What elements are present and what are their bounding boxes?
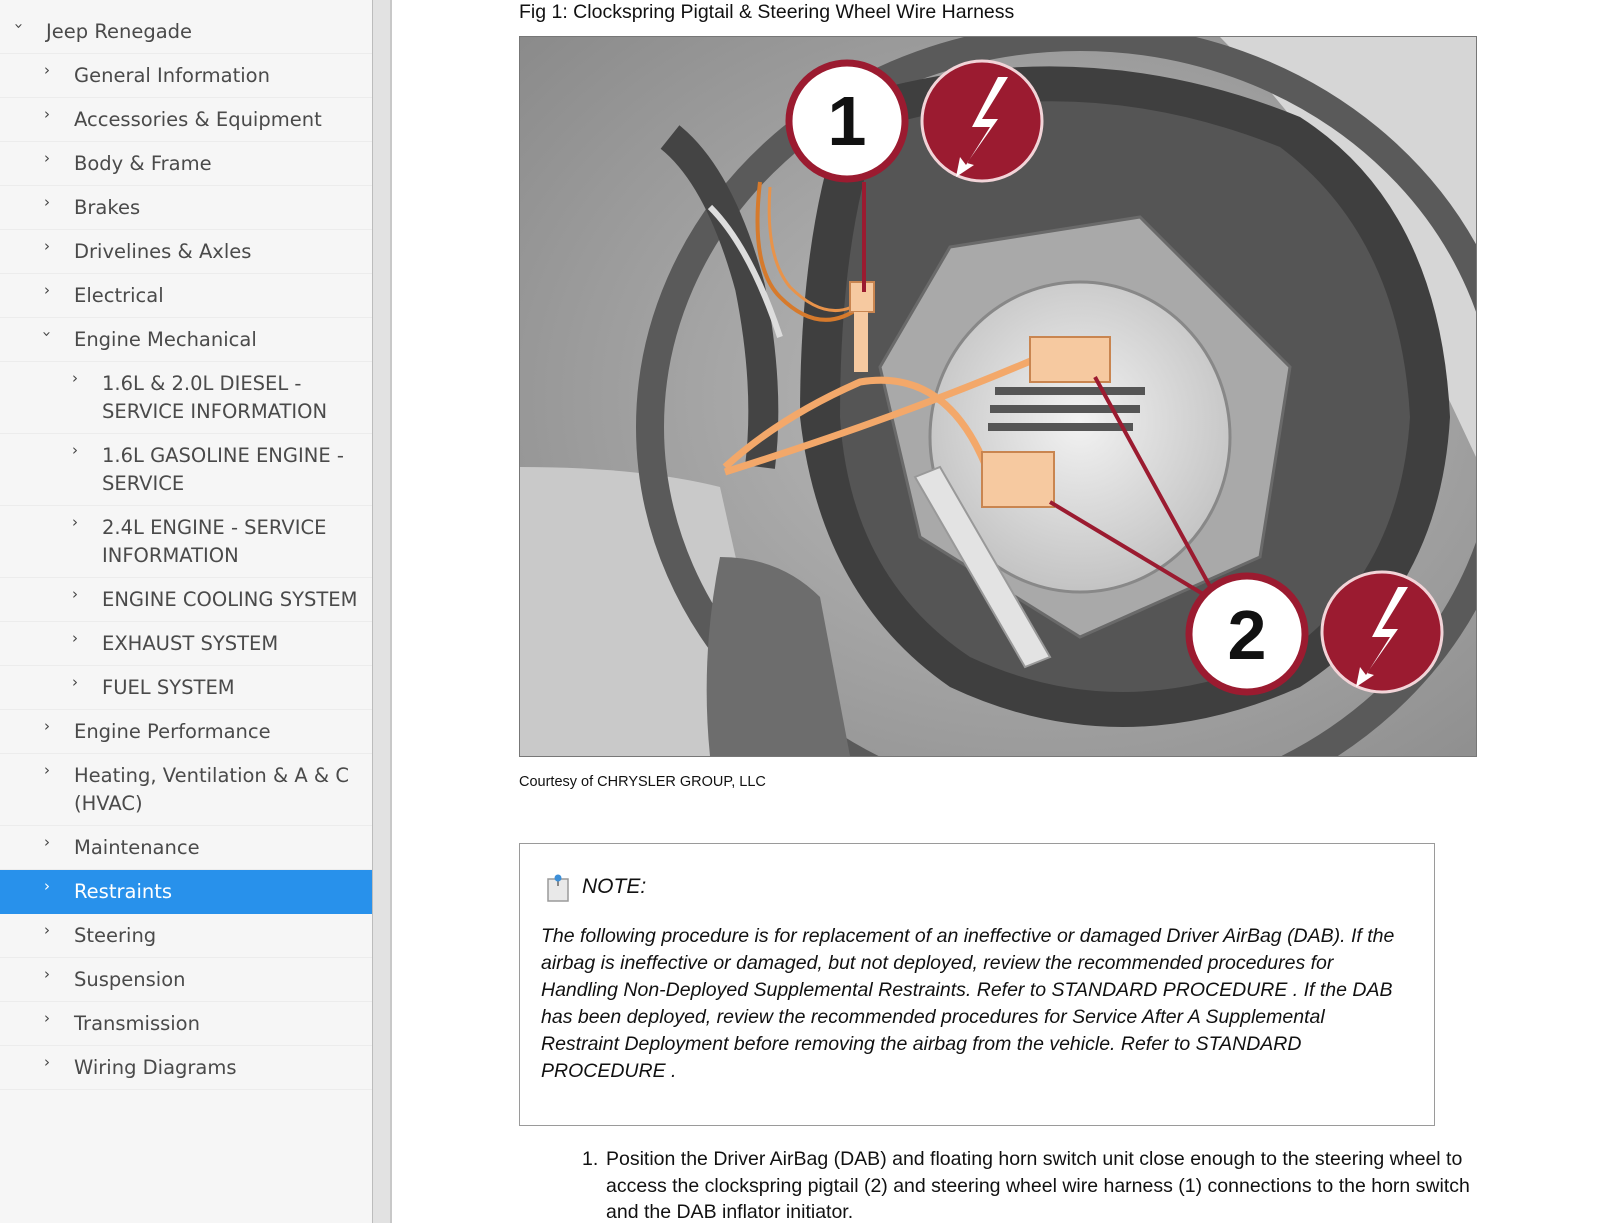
note-title: NOTE: (582, 875, 647, 898)
tree-item-transmission[interactable] (0, 1002, 372, 1046)
tree-item-general-information[interactable] (0, 54, 372, 98)
callout-2-label: 2 (1227, 596, 1267, 674)
tree-item-label: Wiring Diagrams (74, 1056, 237, 1079)
tree-item-label: Transmission (74, 1012, 200, 1035)
note-pin-icon (546, 874, 570, 900)
navigation-tree (0, 0, 372, 1223)
tree-item-suspension[interactable] (0, 958, 372, 1002)
tree-item-fuel-system[interactable] (0, 666, 372, 710)
chevron-right-icon[interactable]: › (44, 1053, 50, 1071)
tree-item-label: Brakes (74, 196, 141, 219)
tree-item-label: EXHAUST SYSTEM (102, 632, 279, 655)
callout-2 (1189, 576, 1305, 692)
tree-item-label: Engine Performance (74, 720, 271, 743)
procedure-steps (582, 1146, 1472, 1226)
tree-item-label: Engine Mechanical (74, 328, 257, 351)
note-header (546, 874, 646, 900)
tree-item-2-4l-engine-service[interactable] (0, 506, 372, 578)
tree-item-engine-performance[interactable] (0, 710, 372, 754)
figure-title: Fig 1: Clockspring Pigtail & Steering Wheel Wire Harness (519, 1, 1015, 23)
sidebar-splitter[interactable] (372, 0, 392, 1223)
tree-item-maintenance[interactable] (0, 826, 372, 870)
tree-item-label: Restraints (74, 880, 173, 903)
tree-item-diesel-service-information[interactable] (0, 362, 372, 434)
tree-item-label: Steering (74, 924, 157, 947)
lightning-bolt-icon (1322, 572, 1442, 692)
tree-item-brakes[interactable] (0, 186, 372, 230)
chevron-right-icon[interactable]: › (44, 149, 50, 167)
tree-item-hvac[interactable] (0, 754, 372, 826)
figure-credit: Courtesy of CHRYSLER GROUP, LLC (519, 774, 766, 790)
chevron-right-icon[interactable]: › (72, 369, 78, 387)
tree-item-label: 1.6L GASOLINE ENGINE - SERVICE (102, 444, 344, 495)
tree-item-exhaust-system[interactable] (0, 622, 372, 666)
tree-item-label: Drivelines & Axles (74, 240, 252, 263)
chevron-right-icon[interactable]: › (44, 61, 50, 79)
tree-item-restraints[interactable] (0, 870, 372, 914)
tree-item-label: 1.6L & 2.0L DIESEL - SERVICE INFORMATION (102, 372, 328, 423)
chevron-down-icon[interactable]: › (10, 23, 28, 29)
tree-item-jeep-renegade[interactable] (0, 0, 372, 54)
tree-item-engine-mechanical[interactable] (0, 318, 372, 362)
chevron-right-icon[interactable]: › (72, 585, 78, 603)
chevron-right-icon[interactable]: › (44, 761, 50, 779)
step-number: 1. (582, 1148, 599, 1170)
tree-item-label: Suspension (74, 968, 186, 991)
chevron-right-icon[interactable]: › (72, 441, 78, 459)
chevron-right-icon[interactable]: › (44, 965, 50, 983)
tree-item-label: General Information (74, 64, 270, 87)
chevron-right-icon[interactable]: › (44, 193, 50, 211)
tree-item-label: Jeep Renegade (46, 20, 193, 43)
tree-item-label: ENGINE COOLING SYSTEM (102, 588, 358, 611)
chevron-right-icon[interactable]: › (44, 1009, 50, 1027)
callout-1 (789, 63, 905, 179)
tree-item-label: Electrical (74, 284, 164, 307)
chevron-right-icon[interactable]: › (72, 673, 78, 691)
tree-item-accessories-equipment[interactable] (0, 98, 372, 142)
tree-item-wiring-diagrams[interactable] (0, 1046, 372, 1090)
tree-item-drivelines-axles[interactable] (0, 230, 372, 274)
tree-item-label: Heating, Ventilation & A & C (HVAC) (74, 764, 349, 815)
step-text: Position the Driver AirBag (DAB) and floating horn switch unit close enough to the steering wheel to access the clockspring pigtail (2) and steering wheel wire harness (1) connections to the horn switch and the DAB inflator initiator. (606, 1148, 1470, 1223)
chevron-down-icon[interactable]: › (38, 331, 56, 337)
chevron-right-icon[interactable]: › (44, 833, 50, 851)
document-content (392, 0, 1600, 1223)
tree-item-label: Maintenance (74, 836, 200, 859)
tree-item-electrical[interactable] (0, 274, 372, 318)
tree-item-label: Accessories & Equipment (74, 108, 322, 131)
note-box (519, 843, 1435, 1126)
tree-item-label: Body & Frame (74, 152, 212, 175)
lightning-bolt-icon (922, 61, 1042, 181)
note-text: The following procedure is for replacement of an ineffective or damaged Driver AirBag (DAB). If the airbag is ineffective or damaged, but not deployed, review the recommended procedures for Handling Non-Deployed Supplemental Restraints. Refer to STANDARD PROCEDURE . If the DAB has been deployed, review the recommended procedures for Service After A Supplemental Restraint Deployment before removing the airbag from the vehicle. Refer to STANDARD PROCEDURE . (541, 925, 1395, 1082)
chevron-right-icon[interactable]: › (44, 281, 50, 299)
chevron-right-icon[interactable]: › (72, 513, 78, 531)
tree-item-steering[interactable] (0, 914, 372, 958)
chevron-right-icon[interactable]: › (44, 105, 50, 123)
figure-image (519, 36, 1477, 757)
chevron-right-icon[interactable]: › (44, 237, 50, 255)
procedure-step (582, 1146, 1472, 1226)
chevron-right-icon[interactable]: › (44, 877, 50, 895)
tree-item-body-frame[interactable] (0, 142, 372, 186)
tree-item-label: FUEL SYSTEM (102, 676, 235, 699)
chevron-right-icon[interactable]: › (44, 717, 50, 735)
tree-item-engine-cooling-system[interactable] (0, 578, 372, 622)
callout-1-label: 1 (827, 82, 867, 160)
tree-item-gasoline-engine-service[interactable] (0, 434, 372, 506)
chevron-right-icon[interactable]: › (72, 629, 78, 647)
tree-item-label: 2.4L ENGINE - SERVICE INFORMATION (102, 516, 327, 567)
chevron-right-icon[interactable]: › (44, 921, 50, 939)
